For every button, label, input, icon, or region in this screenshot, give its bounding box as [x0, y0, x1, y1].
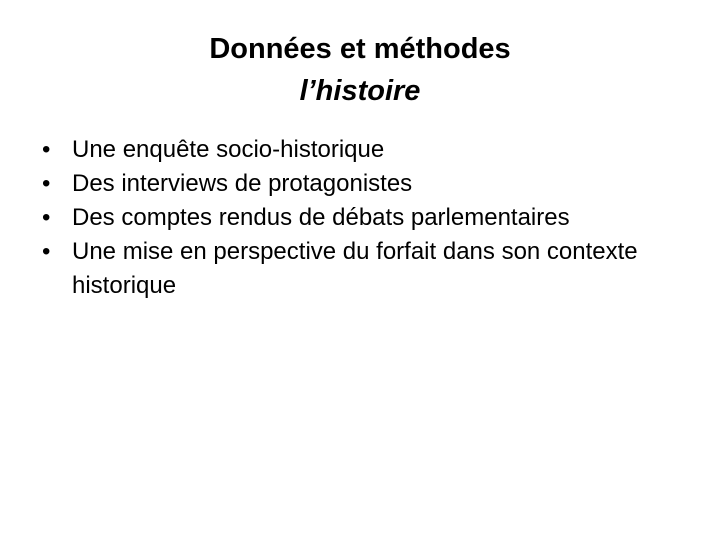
- slide-subtitle: l’histoire: [299, 75, 421, 107]
- list-item: [42, 167, 692, 201]
- bullet-icon: •: [42, 170, 51, 197]
- bullet-icon: •: [42, 238, 51, 265]
- slide-title: Données et méthodes: [209, 33, 511, 65]
- list-item: [42, 201, 692, 235]
- list-item: [42, 133, 692, 167]
- bullet-list: [42, 133, 692, 303]
- list-item: [42, 235, 692, 303]
- bullet-icon: •: [42, 136, 51, 163]
- bullet-text: Des comptes rendus de débats parlementaires: [72, 204, 570, 231]
- bullet-text: Une mise en perspective du forfait dans son contexte historique: [72, 238, 638, 299]
- bullet-text: Des interviews de protagonistes: [72, 170, 413, 197]
- bullet-text: Une enquête socio-historique: [72, 136, 385, 163]
- bullet-icon: •: [42, 204, 51, 231]
- slide-title-block: [0, 28, 720, 112]
